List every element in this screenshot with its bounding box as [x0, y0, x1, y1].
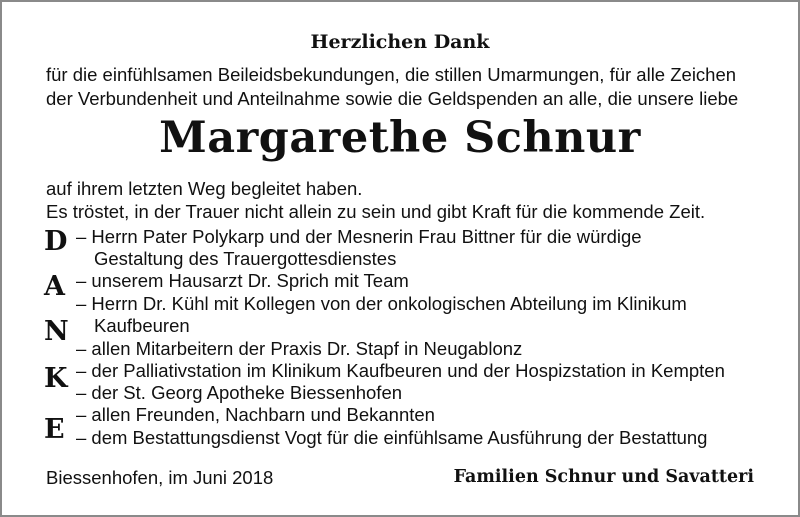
families-signature: Familien Schnur und Savatteri: [453, 467, 754, 487]
danke-letter: K: [44, 363, 68, 394]
after-line: Es tröstet, in der Trauer nicht allein zu sein und gibt Kraft für die kommende Zeit.: [46, 201, 706, 222]
after-line: auf ihrem letzten Weg begleitet haben.: [46, 178, 363, 199]
thanks-line: Kaufbeuren: [94, 315, 190, 336]
thanks-line: – unserem Hausarzt Dr. Sprich mit Team: [76, 270, 409, 291]
thanks-line: – Herrn Dr. Kühl mit Kollegen von der onkologischen Abteilung im Klinikum: [76, 293, 687, 314]
thanks-line: Gestaltung des Trauergottesdienstes: [94, 248, 397, 269]
intro-line: der Verbundenheit und Anteilnahme sowie die Geldspenden an alle, die unsere liebe: [46, 88, 739, 109]
danke-letter: N: [44, 316, 69, 347]
thanks-line: – dem Bestattungsdienst Vogt für die einfühlsame Ausführung der Bestattung: [76, 427, 708, 448]
intro-text: [46, 63, 766, 111]
danke-letter: D: [44, 226, 68, 257]
notice-title: Herzlichen Dank: [310, 31, 490, 53]
thanks-line: – allen Freunden, Nachbarn und Bekannten: [76, 404, 435, 425]
closing-intro-text: [46, 177, 766, 223]
thanks-line: – der Palliativstation im Klinikum Kaufbeuren und der Hospizstation in Kempten: [76, 360, 725, 381]
place-date: Biessenhofen, im Juni 2018: [46, 467, 274, 488]
thanks-line: – Herrn Pater Polykarp und der Mesnerin Frau Bittner für die würdige: [76, 226, 642, 247]
danke-letter: E: [44, 414, 65, 445]
intro-line: für die einfühlsamen Beileidsbekundungen, die stillen Umarmungen, für alle Zeichen: [46, 64, 737, 85]
danke-letter: A: [44, 271, 65, 302]
thanks-line: – allen Mitarbeitern der Praxis Dr. Stapf in Neugablonz: [76, 338, 523, 359]
thanks-line: – der St. Georg Apotheke Biessenhofen: [76, 382, 403, 403]
deceased-name: Margarethe Schnur: [159, 113, 641, 163]
